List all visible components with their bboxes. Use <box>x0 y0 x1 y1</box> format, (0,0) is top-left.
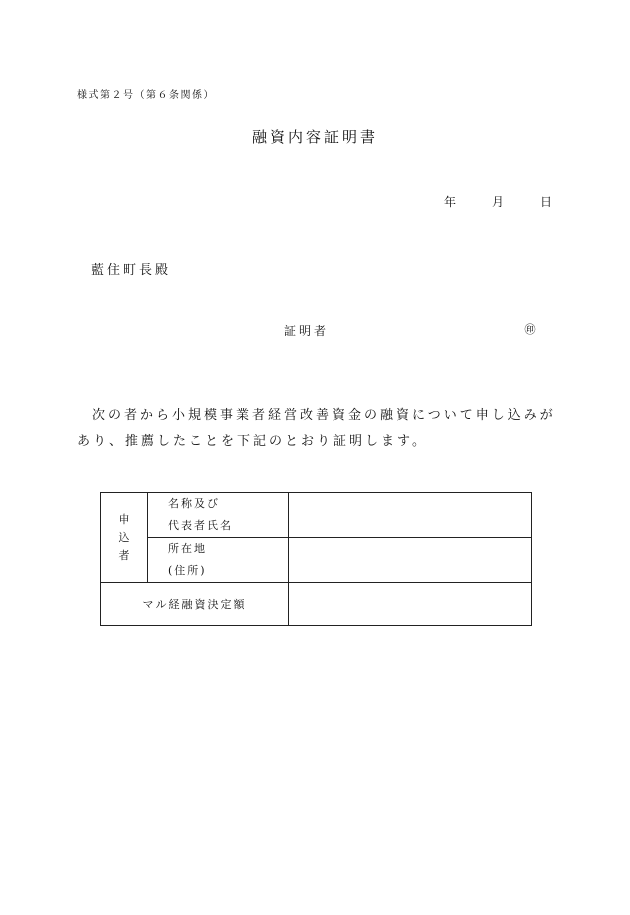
address-label-line2: (住所) <box>168 564 207 577</box>
date-month-label: 月 <box>492 195 505 209</box>
name-label-line1: 名称及び <box>168 497 220 510</box>
document-title: 融資内容証明書 <box>251 128 378 146</box>
name-label-line2: 代表者氏名 <box>168 519 233 532</box>
table-row <box>101 583 532 626</box>
date-year-label: 年 <box>444 195 457 209</box>
form-number: 様式第２号（第６条関係） <box>77 90 215 101</box>
table-row <box>101 493 532 538</box>
date-day-label: 日 <box>540 195 553 209</box>
seal-mark-icon: ㊞ <box>524 323 536 336</box>
loan-amount-label: マル経融資決定額 <box>101 583 289 626</box>
applicant-label <box>101 493 148 583</box>
certification-statement: 次の者から小規模事業者経営改善資金の融資について申し込みがあり、推薦したことを下記のとおり証明します。 <box>77 408 556 449</box>
table-row <box>101 538 532 583</box>
address-field[interactable] <box>289 538 532 583</box>
name-representative-label <box>148 493 289 538</box>
applicant-table <box>100 492 532 626</box>
addressee: 藍住町長殿 <box>91 263 172 278</box>
certifier-label: 証明者 <box>284 324 330 338</box>
loan-amount-field[interactable] <box>289 583 532 626</box>
address-label <box>148 538 289 583</box>
applicant-label-text: 申込者 <box>118 512 130 562</box>
address-label-line1: 所在地 <box>168 542 207 555</box>
name-representative-field[interactable] <box>289 493 532 538</box>
